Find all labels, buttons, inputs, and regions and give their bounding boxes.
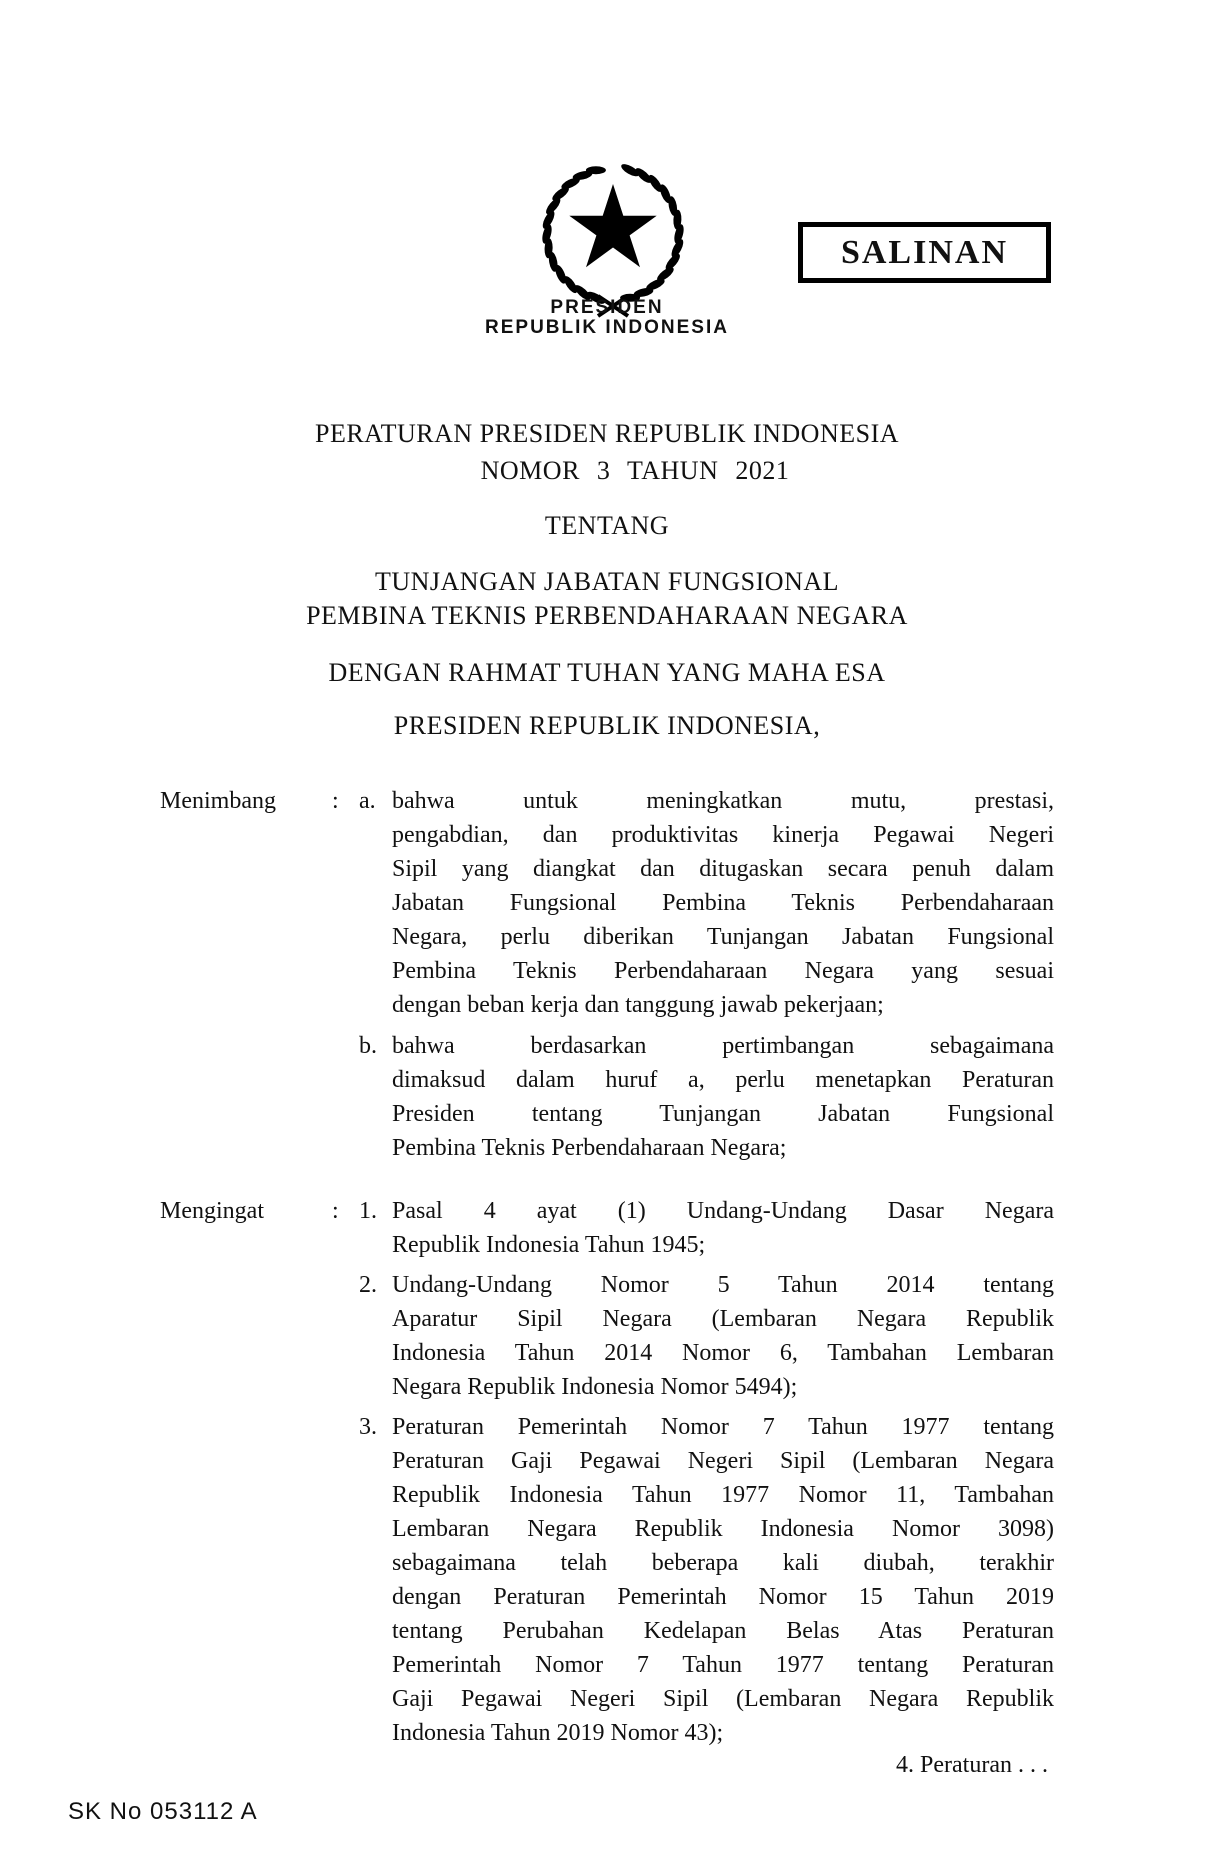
text-line: Peraturan Pemerintah Nomor 7 Tahun 1977 tentang <box>392 1414 1054 1440</box>
spacer-cell <box>160 1410 332 1750</box>
text-line: pengabdian, dan produktivitas kinerja Pegawai Negeri <box>392 822 1054 848</box>
spacer-cell <box>332 1029 359 1165</box>
spacer-cell <box>332 1268 359 1404</box>
text-line: Pemerintah Nomor 7 Tahun 1977 tentang Peraturan <box>392 1652 1054 1678</box>
document-content <box>160 0 1054 1780</box>
text-line: tentang Perubahan Kedelapan Belas Atas Peraturan <box>392 1618 1054 1644</box>
item-text <box>392 1194 1054 1262</box>
salinan-stamp-label: SALINAN <box>840 233 1009 271</box>
text-line: Negara, perlu diberikan Tunjangan Jabatan Fungsional <box>392 924 1054 950</box>
item-text <box>392 1268 1054 1404</box>
text-line: Undang-Undang Nomor 5 Tahun 2014 tentang <box>392 1272 1054 1298</box>
doc-number-line: NOMOR 3 TAHUN 2021 <box>480 456 790 485</box>
text-line: Republik Indonesia Tahun 1945; <box>392 1232 706 1258</box>
text-line: Indonesia Tahun 2014 Nomor 6, Tambahan Lembaran <box>392 1340 1054 1366</box>
text-line: dengan beban kerja dan tanggung jawab pekerjaan; <box>392 992 884 1018</box>
text-line: Pembina Teknis Perbendaharaan Negara; <box>392 1135 787 1161</box>
text-line: bahwa berdasarkan pertimbangan sebagaimana <box>392 1033 1054 1059</box>
menimbang-item-a <box>160 784 1054 1022</box>
item-text <box>392 1410 1054 1750</box>
spacer-cell <box>332 1410 359 1750</box>
mengingat-item-3 <box>160 1410 1054 1750</box>
mengingat-label: Mengingat <box>160 1198 264 1224</box>
item-text <box>392 1029 1054 1165</box>
mengingat-item-1 <box>160 1194 1054 1262</box>
text-line: Presiden tentang Tunjangan Jabatan Fungsional <box>392 1101 1054 1127</box>
text-line: Indonesia Tahun 2019 Nomor 43); <box>392 1720 724 1746</box>
text-line: Pembina Teknis Perbendaharaan Negara yang sesuai <box>392 958 1054 984</box>
text-line: dengan Peraturan Pemerintah Nomor 15 Tahun 2019 <box>392 1584 1054 1610</box>
letterhead-republik-indonesia: REPUBLIK INDONESIA <box>485 317 729 338</box>
text-line: Negara Republik Indonesia Nomor 5494); <box>392 1374 798 1400</box>
text-line: Jabatan Fungsional Pembina Teknis Perbendaharaan <box>392 890 1054 916</box>
item-marker: 1. <box>359 1198 377 1224</box>
text-line: dimaksud dalam huruf a, perlu menetapkan Peraturan <box>392 1067 1054 1093</box>
doc-subject-line1: TUNJANGAN JABATAN FUNGSIONAL <box>374 567 840 596</box>
text-line: bahwa untuk meningkatkan mutu, prestasi, <box>392 788 1054 814</box>
text-line: Gaji Pegawai Negeri Sipil (Lembaran Negara Republik <box>392 1686 1054 1712</box>
text-line: Pasal 4 ayat (1) Undang-Undang Dasar Negara <box>392 1198 1054 1224</box>
text-line: Republik Indonesia Tahun 1977 Nomor 11, Tambahan <box>392 1482 1054 1508</box>
item-text <box>392 784 1054 1022</box>
mengingat-colon: : <box>332 1198 339 1224</box>
doc-tentang-line: TENTANG <box>544 511 670 540</box>
menimbang-label: Menimbang <box>160 788 276 814</box>
item-marker: 3. <box>359 1414 377 1440</box>
doc-enacting-authority-line: PRESIDEN REPUBLIK INDONESIA, <box>393 711 821 740</box>
text-line: Peraturan Gaji Pegawai Negeri Sipil (Lembaran Negara <box>392 1448 1054 1474</box>
sk-number: SK No 053112 A <box>68 1798 258 1825</box>
spacer-cell <box>160 1268 332 1404</box>
doc-title-line: PERATURAN PRESIDEN REPUBLIK INDONESIA <box>314 419 900 448</box>
text-line: Aparatur Sipil Negara (Lembaran Negara Republik <box>392 1306 1054 1332</box>
menimbang-colon: : <box>332 788 339 814</box>
spacer-cell <box>160 1029 332 1165</box>
text-line: Sipil yang diangkat dan ditugaskan secara penuh dalam <box>392 856 1054 882</box>
text-line: sebagaimana telah beberapa kali diubah, terakhir <box>392 1550 1054 1576</box>
menimbang-item-b <box>160 1029 1054 1165</box>
item-marker: b. <box>359 1033 377 1059</box>
item-marker: 2. <box>359 1272 377 1298</box>
letterhead-presiden: PRESIDEN <box>550 297 664 318</box>
doc-subject-line2: PEMBINA TEKNIS PERBENDAHARAAN NEGARA <box>306 601 908 630</box>
catchword-next-page: 4. Peraturan . . . <box>896 1752 1048 1778</box>
doc-invocation-line: DENGAN RAHMAT TUHAN YANG MAHA ESA <box>328 658 886 687</box>
mengingat-item-2 <box>160 1268 1054 1404</box>
item-marker: a. <box>359 788 376 814</box>
text-line: Lembaran Negara Republik Indonesia Nomor 3098) <box>392 1516 1054 1542</box>
